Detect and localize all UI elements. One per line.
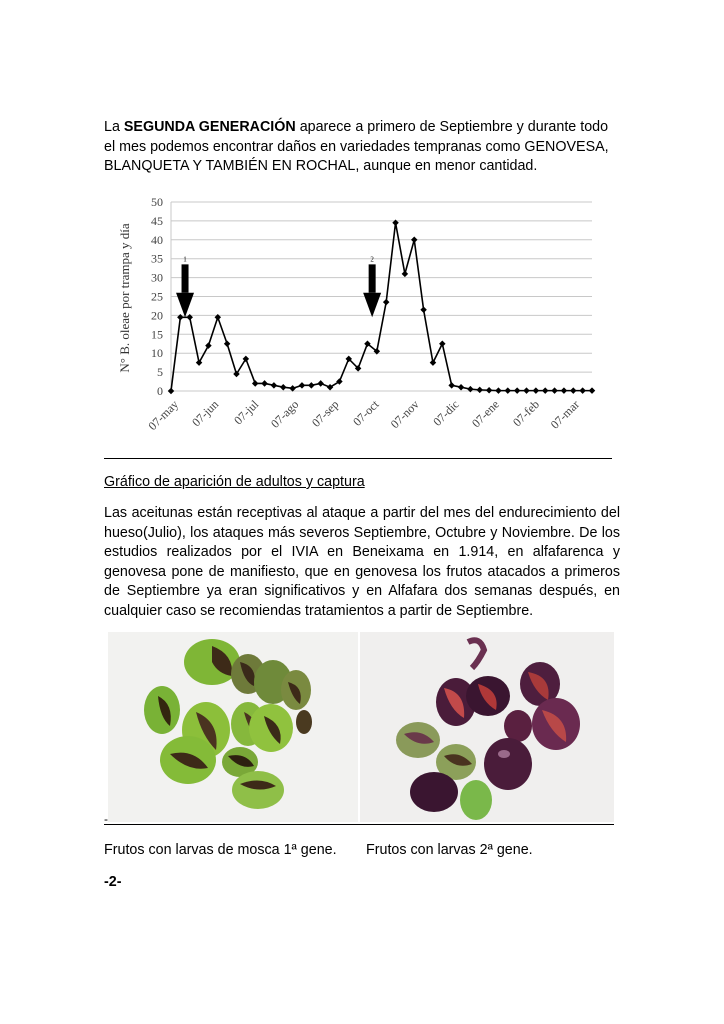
chart-point bbox=[533, 387, 540, 394]
chart-y-tick-label: 35 bbox=[151, 251, 163, 266]
chart-caption: Gráfico de aparición de adultos y captura bbox=[104, 474, 365, 490]
chart-point bbox=[570, 387, 577, 394]
chart-point bbox=[224, 340, 231, 347]
chart-y-tick-label: 30 bbox=[151, 270, 163, 285]
chart-x-tick-label: 07-jul bbox=[231, 397, 262, 428]
chart-point bbox=[523, 387, 530, 394]
intro-text: aparece a primero de Septiembre y durante todo bbox=[295, 119, 609, 135]
chart-x-tick-label: 07-jun bbox=[189, 397, 222, 430]
purple-olives-image bbox=[360, 632, 614, 822]
chart-gridlines bbox=[171, 202, 592, 391]
dash-mark: - bbox=[104, 812, 108, 826]
chart-y-tick-label: 5 bbox=[157, 365, 163, 380]
chart-point bbox=[476, 387, 483, 394]
chart-point bbox=[486, 387, 493, 394]
chart-point bbox=[542, 387, 549, 394]
chart-y-tick-label: 10 bbox=[151, 346, 163, 361]
chart-point bbox=[299, 382, 306, 389]
chart-x-tick-label: 07-oct bbox=[350, 397, 382, 429]
chart-y-tick-label: 45 bbox=[151, 213, 163, 228]
chart-x-tick-label: 07-dic bbox=[430, 397, 462, 429]
photo-green-olives bbox=[108, 632, 358, 822]
chart-point bbox=[308, 382, 315, 389]
divider-line bbox=[104, 458, 612, 459]
chart-point bbox=[411, 237, 418, 244]
chart-point bbox=[271, 382, 278, 389]
chart-point bbox=[205, 342, 212, 349]
chart-y-tick-label: 0 bbox=[157, 384, 163, 398]
chart-series-line bbox=[171, 223, 592, 391]
captures-line-chart bbox=[112, 190, 602, 448]
chart-point bbox=[280, 384, 287, 391]
chart-y-tick-label: 15 bbox=[151, 327, 163, 342]
intro-paragraph bbox=[104, 118, 620, 177]
chart-point bbox=[402, 271, 409, 278]
chart-arrow-label: 2 bbox=[370, 255, 374, 264]
chart-y-tick-label: 25 bbox=[151, 289, 163, 304]
chart-point bbox=[439, 340, 446, 347]
chart-point bbox=[495, 387, 502, 394]
intro-text: BLANQUETA Y TAMBIÉN EN ROCHAL, aunque en menor cantidad. bbox=[104, 158, 538, 175]
chart-point bbox=[514, 387, 521, 394]
chart-y-tick-label: 50 bbox=[151, 195, 163, 209]
chart-x-tick-label: 07-nov bbox=[387, 397, 422, 432]
chart-arrow bbox=[363, 255, 381, 317]
chart-x-tick-label: 07-mar bbox=[547, 397, 583, 432]
chart-point bbox=[261, 380, 268, 387]
chart-y-ticks bbox=[151, 195, 163, 398]
chart-x-tick-label: 07-ene bbox=[468, 397, 502, 431]
chart-x-tick-label: 07-may bbox=[145, 397, 182, 434]
chart-point bbox=[505, 387, 512, 394]
chart-y-label: N° B. oleae por trampa y día bbox=[117, 223, 132, 373]
body-paragraph: Las aceitunas están receptivas al ataque a partir del mes del endurecimiento del hueso(Julio), los ataques más severos Septiembre, Octubre y Noviembre. De los estudios realizados por el IVIA en Beneixama en 1.914, en alfafarenca y genovesa pone de manifiesto, que en genovesa los frutos atacados a primeros de Septiembre ya eran significativos y en Alfafara dos semanas después, en cualquier caso se recomiendas tratamientos a partir de Septiembre. bbox=[104, 505, 620, 619]
chart-y-tick-label: 40 bbox=[151, 232, 163, 247]
chart-point bbox=[317, 380, 324, 387]
chart-x-tick-label: 07-ago bbox=[267, 397, 302, 431]
chart-point bbox=[168, 388, 175, 395]
chart-arrows bbox=[176, 255, 381, 317]
green-olives-image bbox=[108, 632, 358, 822]
intro-text: La bbox=[104, 119, 124, 135]
right-photo-caption: Frutos con larvas 2ª gene. bbox=[366, 842, 533, 858]
chart-x-ticks bbox=[145, 397, 582, 433]
intro-bold-heading: SEGUNDA GENERACIÓN bbox=[123, 119, 296, 135]
chart-point bbox=[458, 384, 465, 391]
divider-line bbox=[104, 824, 614, 825]
chart-x-tick-label: 07-feb bbox=[509, 397, 543, 430]
chart-points bbox=[168, 220, 596, 395]
chart-point bbox=[383, 299, 390, 306]
chart-y-tick-label: 20 bbox=[151, 308, 163, 323]
chart-point bbox=[589, 387, 596, 394]
photo-purple-olives bbox=[360, 632, 614, 822]
chart-point bbox=[252, 380, 259, 387]
chart-point bbox=[196, 359, 203, 366]
chart-arrow bbox=[176, 255, 194, 317]
chart-point bbox=[448, 382, 455, 389]
chart-point bbox=[420, 306, 427, 313]
left-photo-caption: Frutos con larvas de mosca 1ª gene. bbox=[104, 842, 337, 858]
page-number: -2- bbox=[104, 874, 122, 890]
chart-x-tick-label: 07-sep bbox=[308, 397, 342, 430]
chart-point bbox=[561, 387, 568, 394]
chart-arrow-label: 1 bbox=[183, 255, 187, 264]
chart-point bbox=[551, 387, 558, 394]
chart-point bbox=[579, 387, 586, 394]
intro-text: el mes podemos encontrar daños en variedades tempranas como GENOVESA, bbox=[104, 138, 609, 155]
chart-point bbox=[430, 359, 437, 366]
